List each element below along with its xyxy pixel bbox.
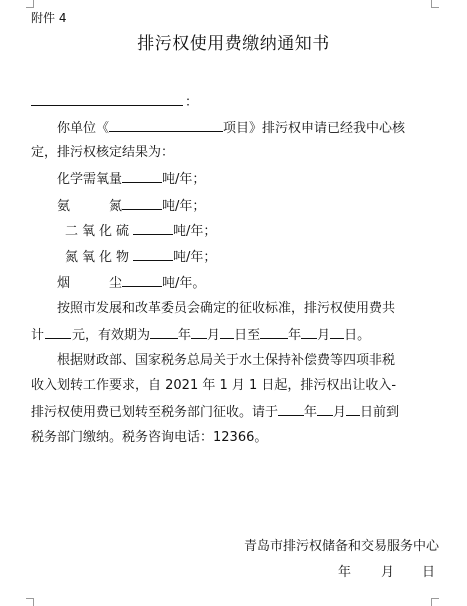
signature-date xyxy=(338,563,435,583)
end-year-unit: 年 xyxy=(288,328,302,343)
item-so2 xyxy=(65,219,216,244)
notice-line-4: 税务部门缴纳。税务咨询电话：12366。 xyxy=(31,430,268,445)
addressee-blank[interactable] xyxy=(31,90,183,106)
page-corner-mark xyxy=(431,0,439,8)
item-label: 氮氧化物 xyxy=(65,250,134,265)
project-name-blank[interactable] xyxy=(109,116,223,132)
intro-prefix: 你单位《 xyxy=(57,121,110,136)
start-day-blank[interactable] xyxy=(220,323,234,339)
page-corner-mark xyxy=(26,598,34,606)
fee-line-1-text: 按照市发展和改革委员会确定的征收标准，排污权使用费共 xyxy=(57,301,396,316)
item-label: 化学需氧量 xyxy=(57,172,123,187)
start-month-blank[interactable] xyxy=(191,323,207,339)
item-label: 烟 尘 xyxy=(57,276,123,291)
attachment-label: 附件 4 xyxy=(31,11,67,25)
item-dust xyxy=(57,271,205,296)
document-title: 排污权使用费缴纳通知书 xyxy=(137,34,330,54)
start-year-blank[interactable] xyxy=(150,323,178,339)
intro-project-suffix: 项目》排污权申请已经我中心核 xyxy=(223,121,406,136)
fee-total-prefix: 计 xyxy=(31,328,45,343)
end-day-blank[interactable] xyxy=(330,323,344,339)
start-year-unit: 年 xyxy=(178,328,192,343)
end-year-blank[interactable] xyxy=(260,323,288,339)
deadline-month-blank[interactable] xyxy=(317,400,333,416)
item-label: 二氧化硫 xyxy=(65,224,134,239)
fee-line-2 xyxy=(31,323,441,348)
item-unit: 吨/年。 xyxy=(162,276,206,291)
item-amount-blank[interactable] xyxy=(122,167,162,183)
signature-day: 日 xyxy=(422,565,436,580)
end-month-blank[interactable] xyxy=(301,323,317,339)
issuing-organization: 青岛市排污权储备和交易服务中心 xyxy=(243,539,439,554)
item-amount-blank[interactable] xyxy=(122,271,162,287)
item-unit: 吨/年； xyxy=(173,224,217,239)
deadline-year-unit: 年 xyxy=(304,405,318,420)
signature-year: 年 xyxy=(338,565,352,580)
intro-line-1 xyxy=(31,116,441,141)
addressee-line xyxy=(31,90,441,115)
item-unit: 吨/年； xyxy=(173,250,217,265)
deadline-month-unit: 月 xyxy=(333,405,347,420)
item-amount-blank[interactable] xyxy=(122,194,162,210)
item-unit: 吨/年； xyxy=(162,172,206,187)
intro-line-2: 定，排污权核定结果为： xyxy=(31,145,175,160)
page-corner-mark xyxy=(431,598,439,606)
item-label: 氨 氮 xyxy=(57,199,123,214)
deadline-day-unit: 日前到 xyxy=(360,405,400,420)
deadline-year-blank[interactable] xyxy=(278,400,304,416)
notice-line-2: 收入划转工作要求，自 2021 年 1 月 1 日起，排污权出让收入- xyxy=(31,378,397,393)
page-corner-mark xyxy=(26,0,34,8)
item-nox xyxy=(65,245,216,270)
item-unit: 吨/年； xyxy=(162,199,206,214)
signature-month: 月 xyxy=(381,565,395,580)
fee-amount-blank[interactable] xyxy=(45,323,71,339)
fee-validity-prefix: 元，有效期为 xyxy=(72,328,151,343)
notice-line-1-text: 根据财政部、国家税务总局关于水土保持补偿费等四项非税 xyxy=(57,353,396,368)
item-cod xyxy=(57,167,205,192)
notice-deadline-prefix: 排污权使用费已划转至税务部门征收。请于 xyxy=(31,405,279,420)
item-amount-blank[interactable] xyxy=(133,245,173,261)
start-day-unit: 日至 xyxy=(234,328,261,343)
addressee-colon: ： xyxy=(185,95,199,110)
start-month-unit: 月 xyxy=(207,328,221,343)
end-month-unit: 月 xyxy=(317,328,331,343)
item-ammonia xyxy=(57,194,205,219)
item-amount-blank[interactable] xyxy=(133,219,173,235)
end-day-unit: 日。 xyxy=(344,328,371,343)
fee-line-1 xyxy=(31,297,441,321)
deadline-day-blank[interactable] xyxy=(346,400,360,416)
notice-line-3 xyxy=(31,400,441,425)
notice-line-1 xyxy=(31,349,441,373)
